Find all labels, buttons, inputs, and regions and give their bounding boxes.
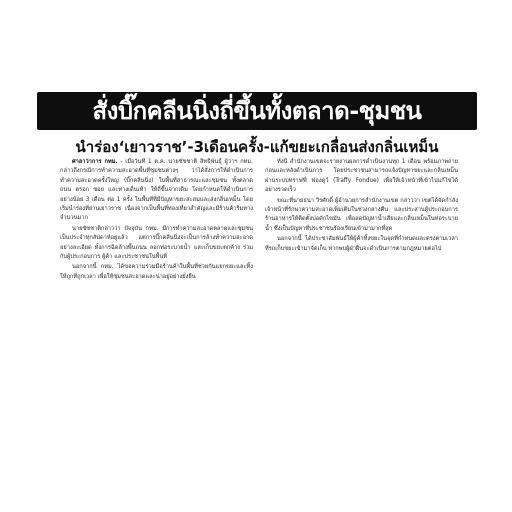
paragraph: นายชัชชาติกล่าวว่า ปัจจุบัน กทม. มีการทำความสะอาดตลาดและชุมชนเป็นประจำทุกสัปดาห์อยู่แล้ว แต่การบิ๊กคลีนนิ่งจะเป็นการล้างทำความสะอาดอย่างละเอียด ทั้งการฉีดล้างพื้นถนน ลอกท่อระบายน้ำ และเก็บขยะตกค้าง ร่วมกับผู้ประกอบการ ผู้ค้า และประชาชนในพื้นที่ xyxy=(60,225,253,261)
article-body xyxy=(60,158,458,506)
headline-banner xyxy=(37,92,477,130)
paragraph: นอกจากนี้ ได้ประชาสัมพันธ์ให้ผู้ค้าทิ้งขยะในจุดที่กำหนดและตรงตามเวลาที่รถเก็บขยะเข้ามาจัดเก็บ หากพบผู้ฝ่าฝืนจะดำเนินการตามกฎหมายต่อไป xyxy=(265,236,458,252)
paragraph: ทั้งนี้ สำนักงานเขตจะรายงานผลการดำเนินงานทุก 1 เดือน พร้อมภาพถ่ายก่อนและหลังดำเนินการ โดยประชาชนสามารถแจ้งปัญหาขยะและกลิ่นเหม็นผ่านระบบทราฟฟี่ ฟองดูว์ (Traffy Fondue) เพื่อให้เจ้าหน้าที่เข้าไปแก้ไขได้อย่างรวดเร็ว xyxy=(265,159,458,194)
byline: ศาลาว่าการ กทม. xyxy=(72,159,118,165)
headline: สั่งบิ๊กคลีนนิ่งถี่ขึ้นทั้งตลาด-ชุมชน xyxy=(92,97,422,125)
paragraph-text: - เมื่อวันที่ 1 ต.ค. นายชัชชาติ สิทธิพันธุ์ ผู้ว่าฯ กทม. กล่าวถึงกรณีการทำความสะอาดพื้นที่ชุมชนต่างๆ ว่าได้สั่งการให้ดำเนินการทำความสะอาดครั้งใหญ่ (บิ๊กคลีนนิ่ง) ในพื้นที่สาธารณะและชุมชน ทั้งตลาด ถนน ตรอก ซอย และทางเดินเท้า ให้ถี่ขึ้นจากเดิม โดยกำหนดให้ดำเนินการอย่างน้อย 3 เดือน ต่อ 1 ครั้ง ในพื้นที่ที่มีปัญหาขยะสะสมและส่งกลิ่นเหม็น โดยเริ่มนำร่องที่ย่านเยาวราช เนื่องจากเป็นพื้นที่ท่องเที่ยวสำคัญและมีร้านค้าริมทางจำนวนมาก xyxy=(60,159,253,222)
paragraph: นอกจากนี้ กทม. ได้ขอความร่วมมือร้านค้าในพื้นที่ช่วยกันแยกขยะและทิ้งให้ถูกที่ถูกเวลา เพื่อให้ชุมชนสะอาดและน่าอยู่อย่างยั่งยืน xyxy=(60,264,253,280)
subheadline: นำร่อง‘เยาวราช’-3เดือนครั้ง-แก้ขยะเกลื่อนส่งกลิ่นเหม็น xyxy=(75,138,439,156)
right-column xyxy=(265,158,458,506)
paragraph xyxy=(60,158,253,224)
left-column xyxy=(60,158,253,506)
paragraph: ขณะที่นายธนา วีรศักดิ์ ผู้อำนวยการสำนักงานเขต กล่าวว่า เขตได้จัดกำลังเจ้าหน้าที่รักษาความสะอาดเพิ่มเติมในช่วงกลางคืน และประสานผู้ประกอบการร้านอาหารให้ติดตั้งบ่อดักไขมัน เพื่อลดปัญหาน้ำเสียและกลิ่นเหม็นในท่อระบายน้ำ ซึ่งเป็นปัญหาที่ประชาชนร้องเรียนเข้ามามากที่สุด xyxy=(265,197,458,232)
